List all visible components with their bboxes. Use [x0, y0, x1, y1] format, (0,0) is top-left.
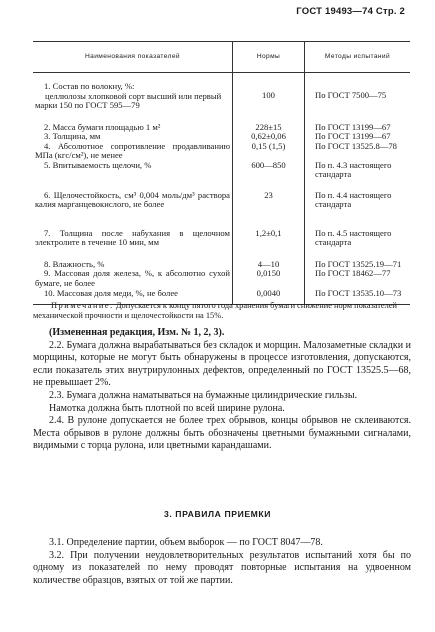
column-header-norms: Нормы — [233, 42, 305, 73]
row-name: 3. Толщина, мм — [33, 132, 233, 142]
row-name: 7. Толщина после набухания в щелочном электролите в течение 10 мин, мм — [33, 229, 233, 260]
table-row — [33, 269, 410, 288]
paragraph-2-2: 2.2. Бумага должна вырабатываться без складок и морщин. Малозаметные складки и морщины, которые не могут быть обнаружены в процессе изготовления, допускаются, если показатель этих внутрирулонных дефектов, определенный по ГОСТ 13525.5—68, не превышает 2%. — [33, 339, 411, 389]
row-norm: 228±15 — [233, 123, 305, 133]
table-row — [33, 142, 410, 161]
row-norm: 100 — [233, 73, 305, 123]
specification-table — [33, 41, 410, 305]
row-norm: 0,0040 — [233, 289, 305, 305]
row-norm: 0,15 (1,5) — [233, 142, 305, 161]
row-norm: 0,0150 — [233, 269, 305, 288]
paragraph-2-3: 2.3. Бумага должна наматываться на бумажные цилиндрические гильзы. — [49, 389, 358, 401]
row-name: 9. Массовая доля железа, %, к абсолютно сухой бумаге, не более — [33, 269, 233, 288]
page-header: ГОСТ 19493—74 Стр. 2 — [296, 6, 405, 17]
row-name: 10. Массовая доля меди, %, не более — [33, 289, 233, 305]
row-method: По ГОСТ 7500—75 — [315, 90, 387, 100]
row-method: По ГОСТ 13535.10—73 — [305, 289, 411, 305]
column-header-indicators: Наименования показателей — [33, 42, 233, 73]
paragraph-3-1: 3.1. Определение партии, объем выборок — по ГОСТ 8047—78. — [49, 537, 323, 548]
row-norm: 23 — [233, 191, 305, 229]
row-method: По ГОСТ 13199—67 — [315, 121, 391, 132]
table-header-row — [33, 42, 410, 73]
row-method: По п. 4.3 настоящего стандарта — [315, 159, 392, 180]
row-name: 1. Состав по волокну, %: — [44, 81, 135, 91]
revision-note: (Измененная редакция, Изм. № 1, 2, 3). — [49, 327, 225, 338]
row-name: 8. Влажность, % — [33, 260, 233, 270]
requirements-text — [33, 327, 411, 453]
table-row — [33, 229, 410, 260]
row-name: 5. Впитываемость щелочи, % — [33, 161, 233, 191]
table-note — [33, 301, 411, 321]
row-method: По п. 4.5 настоящего стандарта — [315, 227, 392, 248]
paragraph-winding: Намотка должна быть плотной по всей ширине рулона. — [49, 402, 285, 414]
column-header-methods: Методы испытаний — [305, 42, 411, 73]
section-title: 3. ПРАВИЛА ПРИЕМКИ — [163, 509, 272, 519]
paragraph-2-4: 2.4. В рулоне допускается не более трех обрывов, концы обрывов не склеиваются. Места обрывов в рулоне должны быть обозначены цветными бумажными сигналами, видимыми с торца рулона, или цветными карандашами. — [33, 415, 411, 452]
row-norm: 600—850 — [233, 161, 305, 191]
table-row — [33, 191, 410, 229]
row-method: По ГОСТ 13199—67 — [315, 131, 391, 142]
table-row — [33, 73, 410, 123]
row-method: По ГОСТ 18462—77 — [315, 268, 391, 279]
row-method: По п. 4.4 настоящего стандарта — [315, 189, 392, 210]
row-norm: 0,62±0,06 — [233, 132, 305, 142]
table-row — [33, 161, 410, 191]
paragraph-3-2: 3.2. При получении неудовлетворительных результатов испытаний хотя бы по одному из показателей по нему проводят повторные испытания на удвоенном количестве образцов, взятых от той же партии. — [33, 549, 411, 586]
row-method: По ГОСТ 13525.8—78 — [315, 140, 397, 151]
note-text: Допускается к концу пятого года хранения бумаги снижение норм показателей механической прочности и щелочестойкости на 15%. — [33, 301, 398, 321]
acceptance-text — [33, 537, 411, 587]
row-norm: 4—10 — [233, 260, 305, 270]
row-name: 2. Масса бумаги площадью 1 м² — [33, 123, 233, 133]
row-norm: 1,2±0,1 — [233, 229, 305, 260]
row-name: 4. Абсолютное сопротивление продавливанию МПа (кгс/см²), не менее — [33, 142, 233, 161]
row-name: 6. Щелочестойкость, см³ 0,004 моль/дм³ раствора калия марганцевокислого, не более — [33, 191, 233, 229]
row-name-sub: целлюлозы хлопковой сорт высший или первый марки 150 по ГОСТ 595—79 — [35, 90, 222, 111]
row-method: По ГОСТ 13525.19—71 — [315, 258, 402, 269]
note-label: Примечание. — [51, 301, 114, 310]
